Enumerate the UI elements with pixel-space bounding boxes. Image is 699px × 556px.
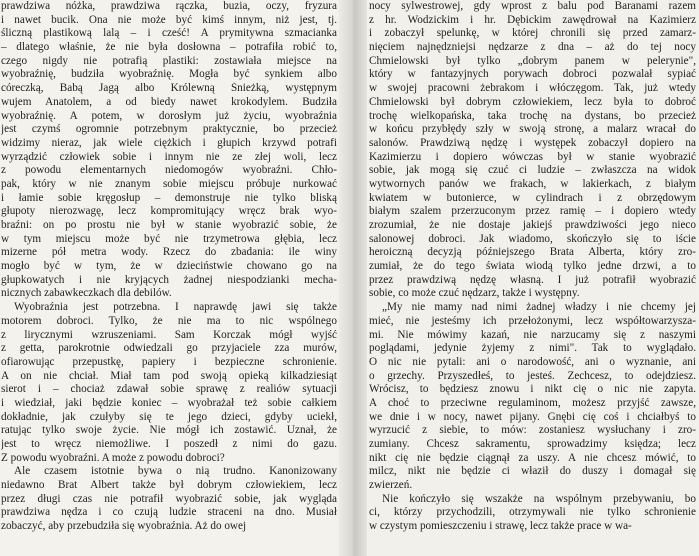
text-line: kwiatem w butonierce, w cylindrach i z obrzędowym (369, 191, 696, 204)
text-line: wujem Anatolem, a od biedy nawet krokodylem. Budziła (1, 95, 337, 108)
text-line: dokładnie, jak czułyby się te jego dzieci, gdyby uciekł, (1, 410, 337, 423)
text-line: głupoty nierozwagę, lecz kompromitujący wręcz brak wyo- (1, 205, 337, 218)
text-line: głupkowatych i nie kryjących żadnej niespodzianki mecha- (1, 273, 337, 286)
text-line: prawdziwa nóżka, prawdziwa rączka, buzia, oczy, fryzura (1, 0, 337, 12)
text-line: w końcu przybłędy szły w swoją stronę, a malarz wracał do (369, 123, 696, 136)
text-line: z getta, parokrotnie odwiedzali go przyjaciele zza murów, (1, 342, 337, 355)
text-line: białym szalem przerzuconym przez ramię – i dopiero wtedy (369, 205, 696, 218)
text-line: wytwornych panów we frakach, w lakierkach, z białym (369, 177, 696, 190)
text-line: mizerne pół metra wody. Rzecz do zbadania: ile winy (1, 246, 337, 259)
text-line: nikt cię nie będzie ciągnął za uszy. A nie chcesz mówić, to (369, 451, 696, 464)
right-page (369, 0, 696, 556)
text-line: Z powodu wyobraźni. A może z powodu dobroci? (1, 451, 225, 464)
text-line: i zobaczył spelunkę, w której chronili się przed zamarz- (369, 27, 696, 40)
text-line: mieć, nie jesteśmy ich przełożonymi, lecz współtowarzysza- (369, 314, 696, 327)
text-line: w swojej pracowni żebrakom i włóczęgom. Tak, już wtedy (369, 82, 696, 95)
text-line: sobie, jak mogą się czuć ci ludzie – zwłaszcza na widok (369, 164, 696, 177)
text-line: jest to wręcz niemożliwe. I poszedł z nimi do gazu. (1, 438, 337, 450)
text-line: Chmielowski był tylko „dobrym panem w pelerynie", (369, 54, 696, 67)
text-line: nięciem najnędzniejsi nędzarze z dna – aż do tej nocy (369, 41, 696, 54)
text-line: z powodu elementarnych niedomogów wyobraźni. Chło- (1, 164, 337, 177)
text-line: mogło być w tym, że w dzieciństwie chowano go na (1, 260, 337, 273)
left-page (1, 0, 337, 556)
text-line: O nic nie pytali: ani o narodowość, ani o wyznanie, ani (369, 355, 696, 368)
text-line: heroiczną decyzją późniejszego Brata Alberta, który zro- (369, 246, 696, 259)
text-line: wyrzucić z siebie, to mów: zostaniesz wysłuchany i zro- (369, 424, 696, 437)
text-line: przez prawdziwą nędzę własną. I już potrafił wyobrazić (369, 273, 696, 286)
text-line: z hr. Wodzickim i hr. Dębickim zawędrował na Kazimierz (369, 13, 696, 26)
text-line: zwierzeń. (369, 479, 413, 492)
text-line: czego nigdy nie potrafią plastiki: zostawiała miejsce na (1, 54, 337, 67)
text-line: ci, którzy przychodzili, otrzymywali nie tylko schronienie (369, 506, 696, 519)
book-gutter (339, 0, 367, 556)
text-line: i nawet bucik. Ona nie może być kimś innym, niż jest, tj. (1, 13, 337, 26)
text-line: nocy sylwestrowej, gdy wprost z balu pod Baranami razem (369, 0, 696, 12)
text-line: mi. Nie mówimy kazań, nie narzucamy się z naszymi (369, 328, 696, 341)
text-line: Wrócisz, to będziesz znowu i nikt cię o nic nie zapyta. (369, 383, 696, 396)
text-line: który w fantazyjnych porywach dobroci pozwalał sypiać (369, 68, 696, 81)
text-line: ofiarowując przepustkę, papiery i bezpieczne schronienie. (1, 355, 337, 368)
text-line: salonowej dobroci. Jak wiadomo, skończyło się to iście (369, 232, 696, 245)
text-line: zumiał, że do tego świata wiodą tylko jedne drzwi, a to (369, 260, 696, 273)
text-line: i wiedział, jaki będzie koniec – wyobrażał też sobie całkiem (1, 396, 337, 409)
text-line: zobaczyć, aby przebudziła się wyobraźnia. Aż do owej (1, 520, 247, 533)
text-line: córeczką, Babą Jagą albo Królewną Śnieżką, występnym (1, 82, 337, 95)
text-line: poglądami, jedynie żyjemy z nimi". Tak to wyglądało. (369, 342, 696, 355)
text-line: w tym miejscu może być nie trzymetrowa głębia, lecz (1, 232, 337, 245)
text-line: przez długi czas nie potrafił wyobrazić sobie, jak wygląda (1, 492, 337, 505)
text-line: A on nie chciał. Miał tam pod swoją opieką kilkadziesiąt (1, 369, 337, 382)
text-line: Nie kończyło się wszakże na wspólnym przebywaniu, bo (382, 492, 696, 505)
text-line: niedawno Brat Albert także był dobrym człowiekiem, lecz (1, 479, 337, 492)
text-line: we dnie i w nocy, nawet pijany. Gnębi cię coś i chciałbyś to (369, 410, 696, 423)
text-line: prawdziwa nędza i co czują ludzie straceni na dno. Musiał (1, 506, 337, 519)
text-line: pak, który w nie znanym sobie miejscu próbuje nurkować (1, 177, 337, 190)
text-line: zumiany. Chcesz sakramentu, sprowadzimy księdza; lecz (369, 438, 696, 450)
text-line: trochę wielkopańska, taka trochę na dystans, bo przecież (369, 109, 696, 122)
text-line: salonów. Prawdziwą nędzę i występek zobaczył dopiero na (369, 136, 696, 149)
text-line: Wyobraźnia jest potrzebna. I naprawdę jawi się także (14, 301, 337, 314)
text-line: „My nie mamy nad nimi żadnej władzy i nie chcemy jej (382, 301, 696, 314)
text-line: ratując tylko swoje życie. Nie mógł ich zostawić. Uznał, że (1, 424, 337, 437)
text-line: w czystym pomieszczeniu i strawę, lecz także prace w wa- (369, 520, 632, 533)
text-line: sobie, co może czuć nędzarz, także i występny. (369, 287, 580, 300)
text-line: sierot i – chociaż zdawał sobie sprawę z realiów sytuacji (1, 383, 337, 396)
text-line: i łamie sobie kręgosłup – demonstruje nie tylko bliską (1, 191, 337, 204)
text-line: wyobraźnię, budziła wyobraźnię. Mogła być synkiem albo (1, 68, 337, 81)
text-line: motorem dobroci. Tylko, że nie ma to nic wspólnego (1, 314, 337, 327)
text-line: braźni: on po prostu nie był w stanie wyobrazić sobie, że (1, 219, 337, 231)
text-line: nicznych zabawkeczkach dla debilów. (1, 287, 172, 300)
text-line: A choć to przeciwne regulaminom, możesz przyjść zawsze, (369, 396, 696, 409)
text-line: zrozumiał, że nie dostaje jakiejś prawdziwości jego nieco (369, 219, 696, 231)
text-line: o grzechy. Przyszedłeś, to jesteś. Zechcesz, to odejdziesz. (369, 369, 696, 382)
text-line: z lirycznymi wzruszeniami. Sam Korczak mógł wyjść (1, 328, 337, 341)
text-line: – dlatego właśnie, że nie była dosłowna – potrafiła robić to, (1, 41, 337, 54)
text-line: wyobraźnię. A potem, w dorosłym już życiu, wyobraźnia (1, 109, 337, 122)
text-line: Chmielowski był dobrym człowiekiem, lecz była to dobroć (369, 95, 696, 108)
text-line: Kazimierzu i dopiero wówczas był w stanie wyobrazić (369, 150, 696, 163)
text-line: widzimy nieraz, jak wiele ciężkich i głupich krzywd potrafi (1, 136, 337, 149)
text-line: śliczną plastikową lalą – i cześć! A prymitywna szmacianka (1, 27, 337, 40)
text-line: milcz, nikt nie będzie ci właził do duszy i domagał się (369, 465, 696, 478)
text-line: jest czymś ogromnie potrzebnym praktycznie, bo przecież (1, 123, 337, 136)
text-line: Ale czasem istotnie bywa o nią trudno. Kanonizowany (14, 465, 337, 478)
text-line: wyrządzić człowiek sobie i innym nie ze złej woli, lecz (1, 150, 337, 163)
